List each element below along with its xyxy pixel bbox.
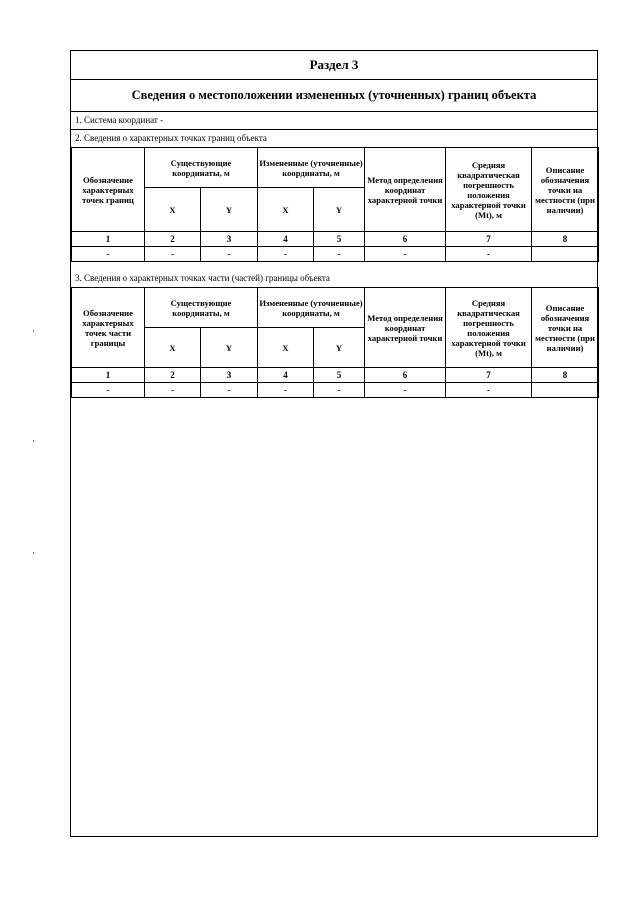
col-changed-coords: Измененные (уточненные) координаты, м [258, 148, 365, 188]
col-description: Описание обозначения точки на местности (при наличии) [532, 288, 599, 368]
col-x: X [258, 328, 314, 368]
col-x: X [145, 188, 201, 232]
col-x: X [258, 188, 314, 232]
col-y: Y [314, 328, 365, 368]
col-error: Средняя квадратическая погрешность положения характерной точки (Mt), м [446, 288, 532, 368]
table-cell: - [201, 247, 258, 262]
col-y: Y [201, 328, 258, 368]
col-number: 5 [314, 232, 365, 247]
col-number: 6 [365, 232, 446, 247]
col-method: Метод определения координат характерной точки [365, 288, 446, 368]
table2-caption: 3. Сведения о характерных точках части (частей) границы объекта [75, 273, 330, 283]
col-number: 3 [201, 232, 258, 247]
col-number: 4 [258, 232, 314, 247]
table-cell: - [258, 247, 314, 262]
table-cell: - [365, 247, 446, 262]
table-cell: - [446, 383, 532, 398]
table-cell [532, 247, 599, 262]
margin-mark: · [32, 548, 35, 558]
table-row [72, 247, 599, 262]
col-description: Описание обозначения точки на местности (при наличии) [532, 148, 599, 232]
table-cell: - [314, 247, 365, 262]
table-cell: - [365, 383, 446, 398]
table-cell: - [446, 247, 532, 262]
col-number: 2 [145, 232, 201, 247]
table-cell: - [145, 247, 201, 262]
table-cell: - [201, 383, 258, 398]
col-y: Y [314, 188, 365, 232]
col-number: 6 [365, 368, 446, 383]
col-point-designation: Обозначение характерных точек границ [72, 148, 145, 232]
col-point-designation: Обозначение характерных точек части границы [72, 288, 145, 368]
section-title: Раздел 3 [309, 57, 359, 72]
table-cell [532, 383, 599, 398]
col-number: 2 [145, 368, 201, 383]
col-number: 4 [258, 368, 314, 383]
table-cell: - [314, 383, 365, 398]
col-existing-coords: Существующие координаты, м [145, 148, 258, 188]
page-frame [70, 50, 598, 837]
col-error: Средняя квадратическая погрешность положения характерной точки (Mt), м [446, 148, 532, 232]
col-changed-coords: Измененные (уточненные) координаты, м [258, 288, 365, 328]
col-method: Метод определения координат характерной точки [365, 148, 446, 232]
col-y: Y [201, 188, 258, 232]
table-cell: - [72, 383, 145, 398]
col-number: 8 [532, 232, 599, 247]
col-number: 7 [446, 232, 532, 247]
col-number: 7 [446, 368, 532, 383]
table-cell: - [145, 383, 201, 398]
table-cell: - [72, 247, 145, 262]
col-number: 8 [532, 368, 599, 383]
col-number: 3 [201, 368, 258, 383]
col-number: 1 [72, 232, 145, 247]
margin-mark: · [32, 326, 35, 336]
col-existing-coords: Существующие координаты, м [145, 288, 258, 328]
coord-system-label: 1. Система координат - [75, 115, 164, 125]
section-subtitle: Сведения о местоположении измененных (уточненных) границ объекта [131, 87, 537, 102]
table-cell: - [258, 383, 314, 398]
table-row [72, 383, 599, 398]
table1-caption: 2. Сведения о характерных точках границ объекта [75, 133, 267, 143]
col-number: 1 [72, 368, 145, 383]
part-points-table [71, 287, 599, 398]
col-number: 5 [314, 368, 365, 383]
col-x: X [145, 328, 201, 368]
margin-mark: · [32, 436, 35, 446]
points-table [71, 147, 599, 262]
